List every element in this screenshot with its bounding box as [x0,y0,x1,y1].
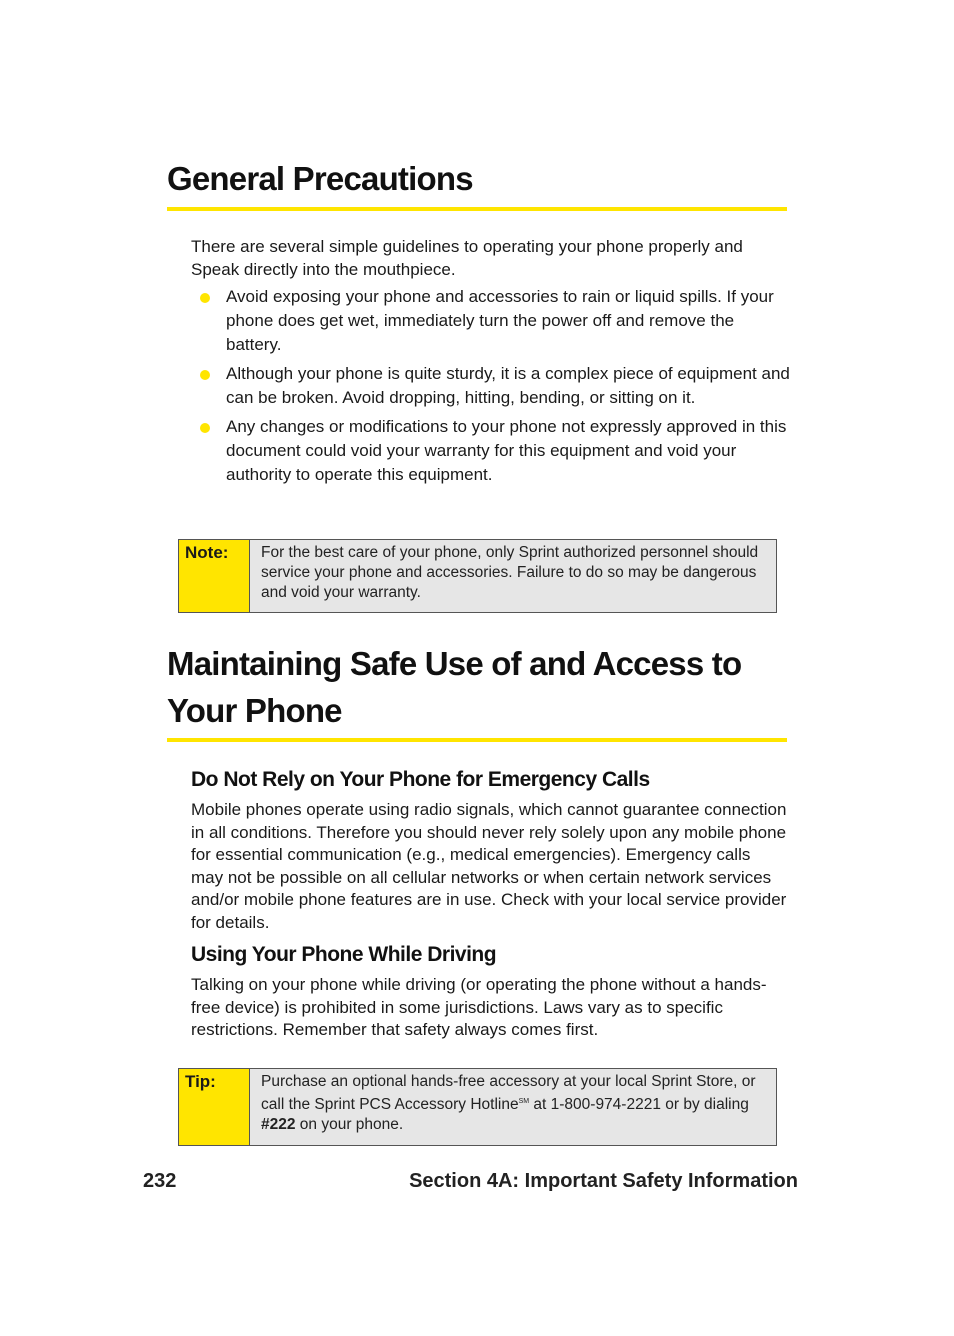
tip-dial-code: #222 [261,1116,296,1134]
note-label: Note: [179,540,250,612]
bullet-icon [200,370,210,380]
heading-line-2: Your Phone [167,692,342,729]
list-item-text: Avoid exposing your phone and accessories to rain or liquid spills. If your phone does get wet, immediately turn the power off and remove the battery. [226,287,774,354]
heading-line-1: Maintaining Safe Use of and Access to [167,645,742,682]
tip-callout [178,1068,777,1146]
bullet-icon [200,293,210,303]
list-item-text: Although your phone is quite sturdy, it is a complex piece of equipment and can be broken. Avoid dropping, hitting, bending, or sitting on it. [226,364,790,407]
list-item [191,415,791,487]
list-item [191,362,791,410]
note-callout [178,539,777,613]
tip-text-part: Purchase an optional hands-free accessory at your local Sprint Store, or call the Sprint PCS Accessory Hotline [261,1073,756,1114]
subheading-driving: Using Your Phone While Driving [191,943,497,966]
heading-rule [167,207,787,211]
footer-section-title: Section 4A: Important Safety Information [409,1170,798,1192]
tip-label: Tip: [179,1069,250,1145]
emergency-calls-paragraph: Mobile phones operate using radio signals, which cannot guarantee connection in all conditions. Therefore you should never rely solely upon any mobile phone for essential communication (e.g., medical emergencies). Emergency calls may not be possible on all cellular networks or when certain network services and/or mobile phone features are in use. Check with your local service provider for details. [191,800,787,932]
intro-paragraph: There are several simple guidelines to operating your phone properly and Speak directly into the mouthpiece. [191,237,743,279]
list-item [191,285,791,357]
heading-rule [167,738,787,742]
page-number: 232 [143,1170,177,1192]
note-text: For the best care of your phone, only Sprint authorized personnel should service your phone and accessories. Failure to do so may be dangerous and void your warranty. [261,544,759,601]
bullet-icon [200,423,210,433]
heading-general-precautions: General Precautions [167,160,473,197]
tip-text-part: at 1-800-974-2221 or by dialing [529,1096,749,1114]
heading-maintaining-safe-use [167,640,787,734]
tip-text-part: on your phone. [295,1116,404,1134]
subheading-emergency-calls: Do Not Rely on Your Phone for Emergency Calls [191,768,650,791]
precautions-list [191,285,791,492]
service-mark: SM [518,1098,530,1105]
tip-text [250,1069,776,1145]
list-item-text: Any changes or modifications to your phone not expressly approved in this document could void your warranty for this equipment and void your authority to operate this equipment. [226,417,787,484]
driving-paragraph: Talking on your phone while driving (or operating the phone without a hands-free device) is prohibited in some jurisdictions. Laws vary as to specific restrictions. Remember that safety always comes first. [191,975,767,1039]
